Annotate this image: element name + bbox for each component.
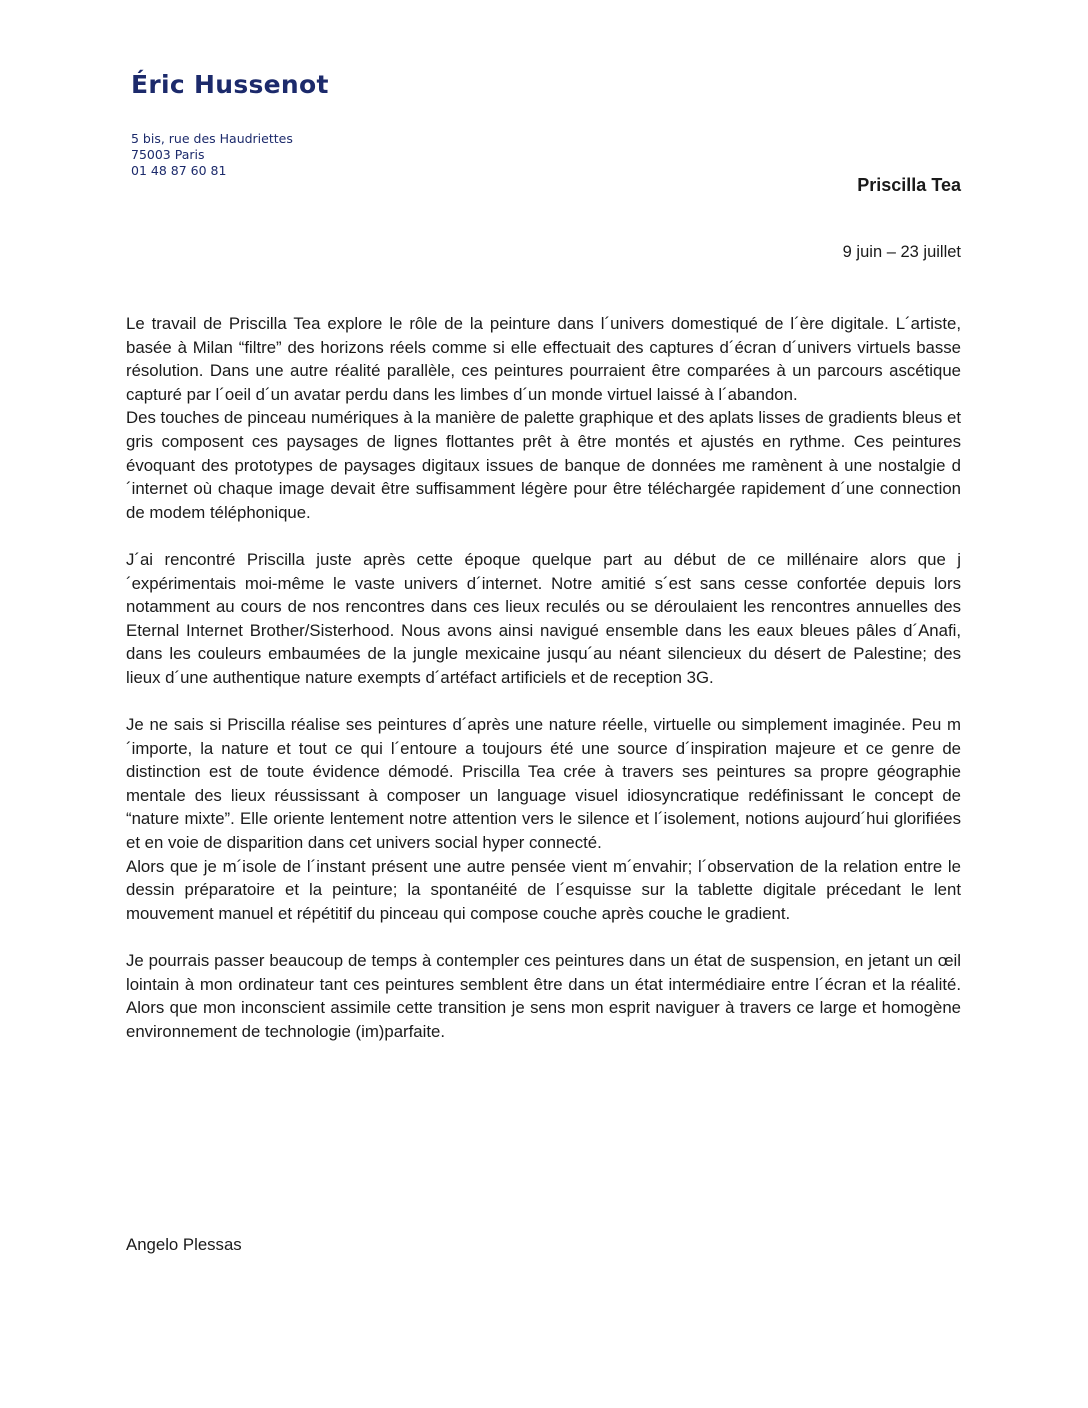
essay-paragraph: Des touches de pinceau numériques à la manière de palette graphique et des aplats lisses de gradients bleus et gris composent ces paysages de lignes flottantes prêt à être montés et ajustés en rythme. Ces peintures évoquant des prototypes de paysages digitaux issues de banque de données me ramènent à une nostalgie d´internet où chaque image devait être suffisamment légère pour être téléchargée rapidement d´une connection de modem téléphonique. xyxy=(126,408,961,522)
essay-paragraph: Alors que je m´isole de l´instant présent une autre pensée vient m´envahir; l´observation de la relation entre le dessin préparatoire et la peinture; la spontanéité de l´esquisse sur la tablette digitale précedant le lent mouvement manuel et répétitif du pinceau qui compose couche après couche le gradient. xyxy=(126,856,961,923)
artist-name: Priscilla Tea xyxy=(857,175,961,195)
gallery-address xyxy=(131,131,329,179)
letterhead xyxy=(131,68,329,179)
address-phone: 01 48 87 60 81 xyxy=(131,163,227,178)
essay-paragraph: Le travail de Priscilla Tea explore le rôle de la peinture dans l´univers domestiqué de l´ère digitale. L´artiste, basée à Milan “filtre” des horizons réels comme si elle effectuait des captures d´écran d´univers virtuels basse résolution. Dans une autre réalité parallèle, ces peintures pourraient être comparées à un parcours ascétique capturé par l´oeil d´un avatar perdu dans les limbes d´un monde virtuel laissé à l´abandon. xyxy=(126,314,961,404)
address-city: 75003 Paris xyxy=(131,147,205,162)
address-street: 5 bis, rue des Haudriettes xyxy=(131,131,293,146)
gallery-name: Éric Hussenot xyxy=(131,70,329,99)
exhibition-dates: 9 juin – 23 juillet xyxy=(842,243,961,261)
essay-paragraph: Je ne sais si Priscilla réalise ses peintures d´après une nature réelle, virtuelle ou simplement imaginée. Peu m´importe, la nature et tout ce qui l´entoure a toujours été une source d´inspiration majeure et ce genre de distinction est de toute évidence démodé. Priscilla Tea crée à travers ses peintures sa propre géographie mentale des lieux réussissant à composer un language visuel idiosyncratique redéfinissant le concept de “nature mixte”. Elle oriente lentement notre attention vers le silence et l´isolement, notions aujourd´hui glorifiées et en voie de disparition dans cet univers social hyper connecté. xyxy=(126,715,961,853)
essay-paragraph: J´ai rencontré Priscilla juste après cette époque quelque part au début de ce millénaire alors que j´expérimentais moi-même le vaste univers d´internet. Notre amitié s´est sans cesse confortée depuis lors notamment au cours de nos rencontres dans ces lieux reculés ou se déroulaient les rencontres annuelles des Eternal Internet Brother/Sisterhood. Nous avons ainsi navigué ensemble dans les eaux bleues pâles d´Anafi, dans les couleurs embaumées de la jungle mexicaine jusqu´au néant silencieux du désert de Palestine; des lieux d´une authentique nature exempts d´artéfact artificiels et de reception 3G. xyxy=(126,549,961,687)
author-signature: Angelo Plessas xyxy=(126,1235,242,1254)
essay-paragraph: Je pourrais passer beaucoup de temps à contempler ces peintures dans un état de suspension, en jetant un œil lointain à mon ordinateur tant ces peintures semblent être dans un état intermédiaire entre l´écran et la réalité. Alors que mon inconscient assimile cette transition je sens mon esprit naviguer à travers ce large et homogène environnement de technologie (im)parfaite. xyxy=(126,951,961,1041)
essay-body xyxy=(126,312,961,1043)
